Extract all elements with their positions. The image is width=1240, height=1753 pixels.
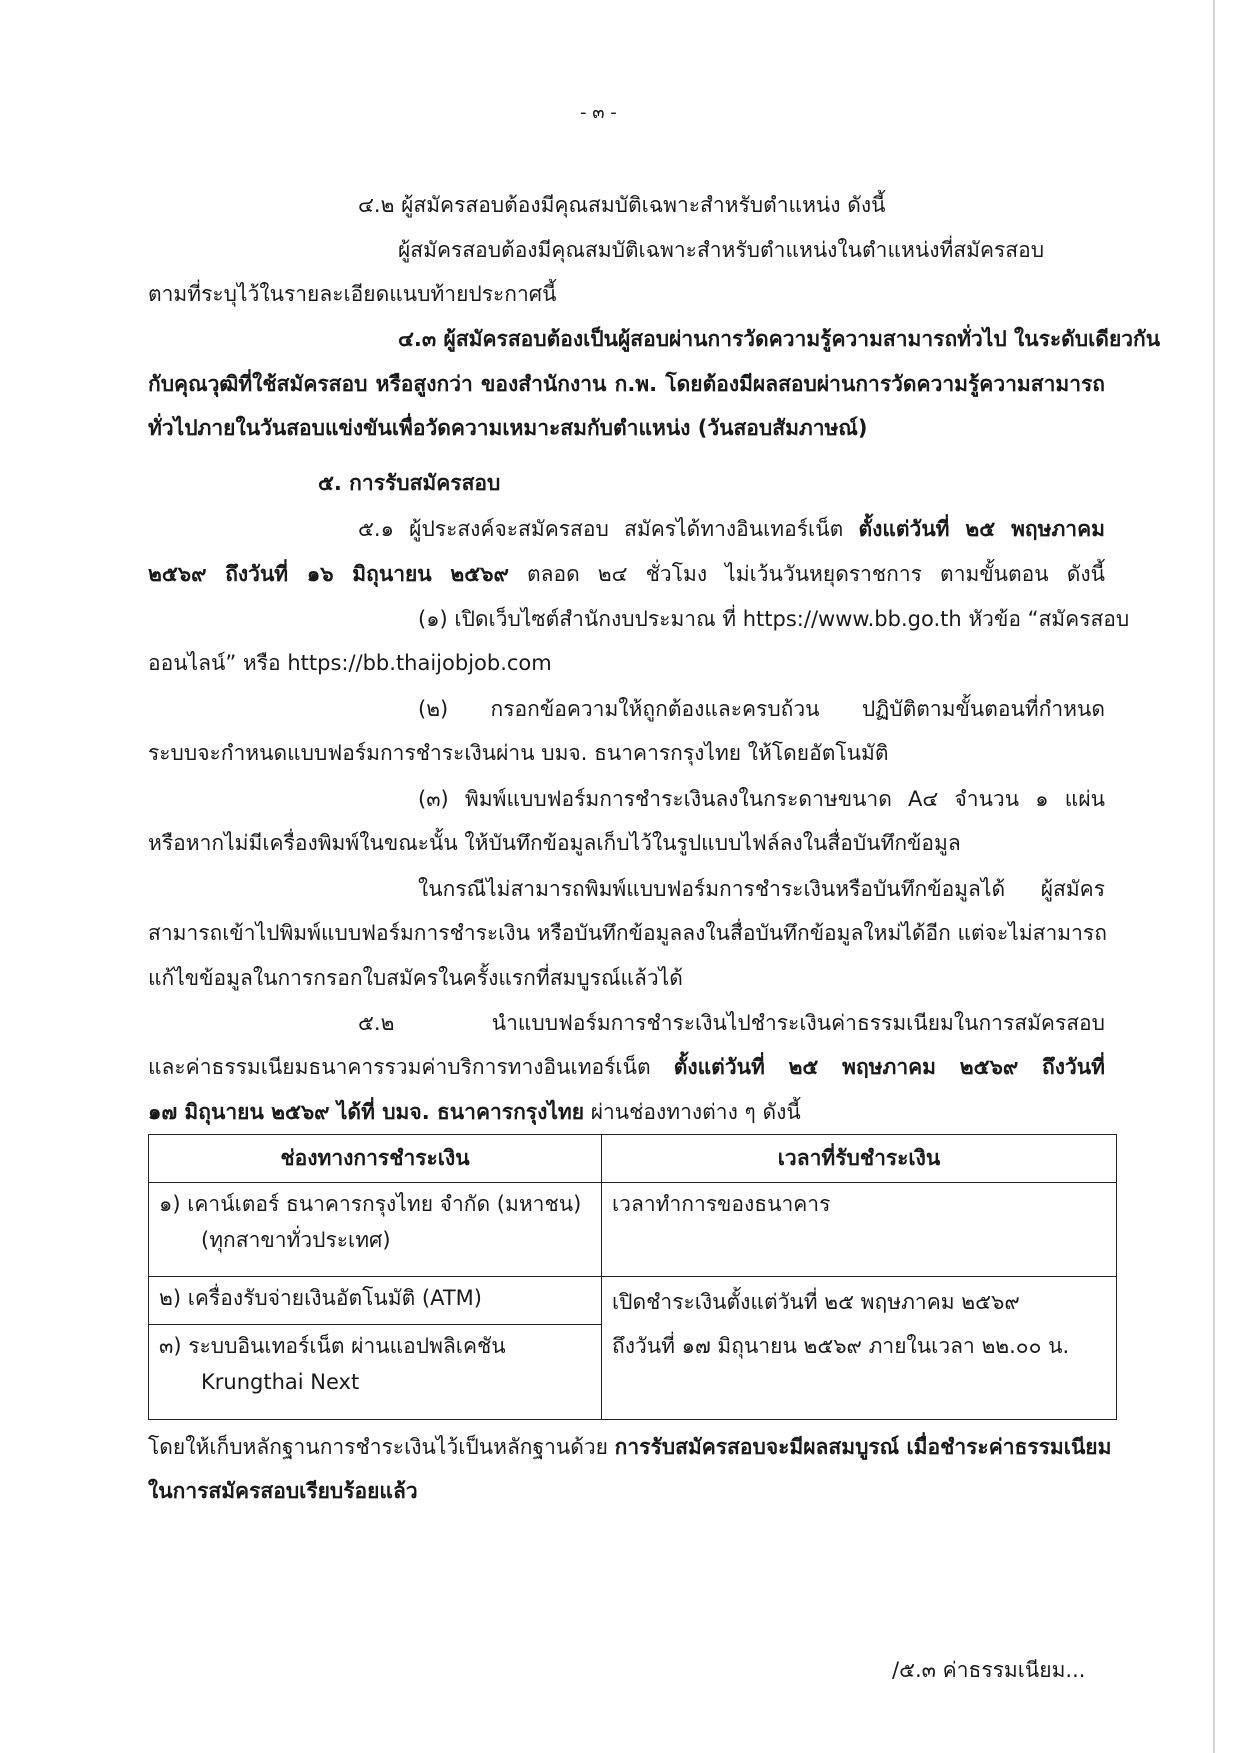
after-table-line2: ในการสมัครสอบเรียบร้อยแล้ว bbox=[148, 1479, 418, 1503]
section-4-2-line2: ตามที่ระบุไว้ในรายละเอียดแนบท้ายประกาศนี้ bbox=[148, 282, 557, 306]
table-header-channel: ช่องทางการชำระเงิน bbox=[149, 1135, 602, 1183]
section-4-2-line1: ผู้สมัครสอบต้องมีคุณสมบัติเฉพาะสำหรับตำแหน่งในตำแหน่งที่สมัครสอบ bbox=[398, 238, 1045, 262]
time-counter-text: เวลาทำการของธนาคาร bbox=[612, 1191, 831, 1216]
section-5-1-line1 bbox=[358, 514, 1105, 544]
channel-internet-text: ๓) ระบบอินเทอร์เน็ต ผ่านแอปพลิเคชัน bbox=[159, 1334, 506, 1359]
step-3-line2: หรือหากไม่มีเครื่องพิมพ์ในขณะนั้น ให้บันทึกข้อมูลเก็บไว้ในรูปแบบไฟล์ลงในสื่อบันทึกข้อมูล bbox=[148, 831, 961, 855]
step-1-line1: (๑) เปิดเว็บไซต์สำนักงบประมาณ ที่ https://www.bb.go.th หัวข้อ “สมัครสอบ bbox=[418, 607, 1130, 631]
step-1-line2: ออนไลน์” หรือ https://bb.thaijobjob.com bbox=[148, 651, 552, 675]
section-5-2-line2 bbox=[148, 1052, 1105, 1082]
note-line3: แก้ไขข้อมูลในการกรอกใบสมัครในครั้งแรกที่สมบูรณ์แล้วได้ bbox=[148, 966, 683, 990]
step-3-line1: (๓) พิมพ์แบบฟอร์มการชำระเงินลงในกระดาษขนาด A๔ จำนวน ๑ แผ่น bbox=[418, 787, 1105, 811]
section-5-2-line3-text: ผ่านช่องทางต่าง ๆ ดังนี้ bbox=[584, 1100, 801, 1124]
section-5-1-line2-text: ตลอด ๒๔ ชั่วโมง ไม่เว้นวันหยุดราชการ ตามขั้นตอน ดังนี้ bbox=[508, 562, 1105, 586]
channel-counter-sub: (ทุกสาขาทั่วประเทศ) bbox=[201, 1227, 391, 1252]
step-2-line1: (๒) กรอกข้อความให้ถูกต้องและครบถ้วน ปฏิบัติตามขั้นตอนที่กำหนด bbox=[418, 697, 1105, 721]
table-header-row bbox=[149, 1135, 1117, 1183]
section-5-2-line1: ๕.๒ นำแบบฟอร์มการชำระเงินไปชำระเงินค่าธรรมเนียมในการสมัครสอบ bbox=[358, 1011, 1105, 1035]
time-atm-internet-line2: ถึงวันที่ ๑๗ มิถุนายน ๒๕๖๙ ภายในเวลา ๒๒.๐๐ น. bbox=[612, 1334, 1070, 1359]
section-5-2-line3 bbox=[148, 1097, 801, 1127]
section-5-2-line2-text: และค่าธรรมเนียมธนาคารรวมค่าบริการทางอินเทอร์เน็ต bbox=[148, 1055, 674, 1079]
table-row bbox=[149, 1182, 1117, 1277]
page-number: - ๓ - bbox=[580, 102, 617, 123]
table-row bbox=[149, 1277, 1117, 1325]
after-table-line1 bbox=[148, 1432, 1112, 1462]
section-5-heading: ๕. การรับสมัครสอบ bbox=[318, 471, 501, 495]
payment-channels-table bbox=[148, 1134, 1117, 1420]
note-line2: สามารถเข้าไปพิมพ์แบบฟอร์มการชำระเงิน หรือบันทึกข้อมูลลงในสื่อบันทึกข้อมูลใหม่ได้อีก แต่จะไม่สามารถ bbox=[148, 921, 1107, 945]
section-5-1-line1-text: ๕.๑ ผู้ประสงค์จะสมัครสอบ สมัครได้ทางอินเทอร์เน็ต bbox=[358, 517, 859, 541]
section-5-1-line2 bbox=[148, 559, 1105, 589]
table-header-time: เวลาที่รับชำระเงิน bbox=[602, 1135, 1117, 1183]
note-line1: ในกรณีไม่สามารถพิมพ์แบบฟอร์มการชำระเงินหรือบันทึกข้อมูลได้ ผู้สมัคร bbox=[418, 877, 1105, 901]
channel-atm-text: ๒) เครื่องรับจ่ายเงินอัตโนมัติ (ATM) bbox=[159, 1286, 482, 1311]
channel-internet-sub: Krungthai Next bbox=[201, 1370, 360, 1395]
time-cell-counter bbox=[602, 1182, 1117, 1277]
section-4-3-line2: กับคุณวุฒิที่ใช้สมัครสอบ หรือสูงกว่า ของสำนักงาน ก.พ. โดยต้องมีผลสอบผ่านการวัดความรู้ความสามารถ bbox=[148, 372, 1105, 396]
section-4-3-line3: ทั่วไปภายในวันสอบแข่งขันเพื่อวัดความเหมาะสมกับตำแหน่ง (วันสอบสัมภาษณ์) bbox=[148, 416, 868, 440]
section-5-1-date-range: ๒๕๖๙ ถึงวันที่ ๑๖ มิถุนายน ๒๕๖๙ bbox=[148, 562, 509, 586]
section-4-3-line1: ๔.๓ ผู้สมัครสอบต้องเป็นผู้สอบผ่านการวัดความรู้ความสามารถทั่วไป ในระดับเดียวกัน bbox=[398, 327, 1161, 351]
continuation-note: /๕.๓ ค่าธรรมเนียม... bbox=[892, 1658, 1086, 1682]
section-5-2-date-range: ตั้งแต่วันที่ ๒๕ พฤษภาคม ๒๕๖๙ ถึงวันที่ bbox=[673, 1055, 1105, 1079]
channel-cell-atm bbox=[149, 1277, 602, 1325]
time-cell-atm-internet bbox=[602, 1277, 1117, 1420]
after-table-text: โดยให้เก็บหลักฐานการชำระเงินไว้เป็นหลักฐานด้วย bbox=[148, 1435, 615, 1459]
page-edge-divider bbox=[1213, 0, 1215, 1753]
step-2-line2: ระบบจะกำหนดแบบฟอร์มการชำระเงินผ่าน บมจ. ธนาคารกรุงไทย ให้โดยอัตโนมัติ bbox=[148, 741, 889, 765]
section-5-1-start-date: ตั้งแต่วันที่ ๒๕ พฤษภาคม bbox=[858, 517, 1105, 541]
after-table-bold: การรับสมัครสอบจะมีผลสมบูรณ์ เมื่อชำระค่าธรรมเนียม bbox=[614, 1435, 1112, 1459]
section-5-2-end-date-place: ๑๗ มิถุนายน ๒๕๖๙ ได้ที่ บมจ. ธนาคารกรุงไทย bbox=[148, 1100, 585, 1124]
channel-counter-text: ๑) เคาน์เตอร์ ธนาคารกรุงไทย จำกัด (มหาชน) bbox=[159, 1191, 582, 1216]
section-4-2-heading: ๔.๒ ผู้สมัครสอบต้องมีคุณสมบัติเฉพาะสำหรับตำแหน่ง ดังนี้ bbox=[358, 193, 886, 217]
channel-cell-counter bbox=[149, 1182, 602, 1277]
channel-cell-internet bbox=[149, 1325, 602, 1420]
time-atm-internet-line1: เปิดชำระเงินตั้งแต่วันที่ ๒๕ พฤษภาคม ๒๕๖๙ bbox=[612, 1290, 1020, 1315]
